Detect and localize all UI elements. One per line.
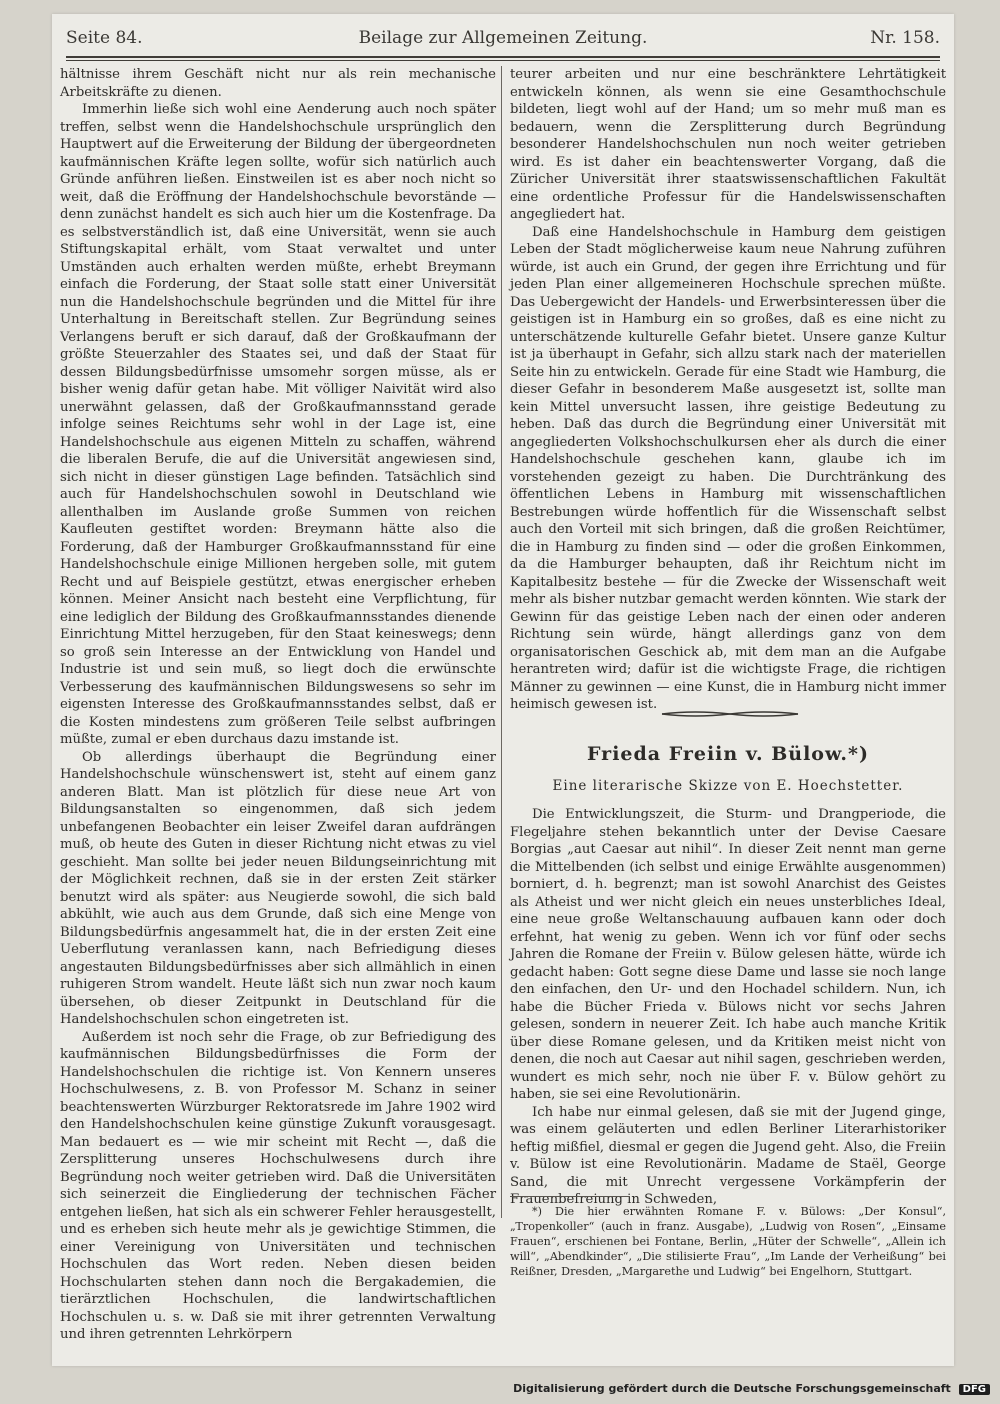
essay-conclusion <box>510 66 946 712</box>
paragraph: Außerdem ist noch sehr die Frage, ob zur Befriedigung des kaufmännischen Bildungsbedürfnisses die Form der Handelshochschulen die richtige ist. Von Kennern unseres Hochschulwesens, z. B. von Professor M. Schanz in seiner beachtenswerten Würzburger Rektoratsrede im Jahre 1902 wird den Handelshochschulen keine günstige Zukunft vorausgesagt. Man bedauert es — wie mir scheint mit Recht —, daß die Zersplitterung unseres Hochschulwesens durch ihre Begründung noch weiter getrieben wird. Daß die Universitäten sich seinerzeit die Eingliederung der technischen Fächer entgehen ließen, hat sich als ein schwerer Fehler herausgestellt, und es erheben sich heute mehr als je gewichtige Stimmen, die einer Vereinigung von Universitäten und technischen Hochschulen das Wort reden. Neben diesen beiden Hochschularten stehen dann noch die Bergakademien, die tierärztlichen Hochschulen, die landwirtschaftlichen Hochschulen u. s. w. Daß sie mit ihrer getrennten Verwaltung und ihren getrennten Lehrkörpern <box>60 1029 496 1342</box>
paragraph: Ich habe nur einmal gelesen, daß sie mit der Jugend ginge, was einem geläuterten und edlen Berliner Literarhistoriker heftig mißfiel, diesmal er gegen die Jugend geht. Also, die Freiin v. Bülow ist eine Revolutionärin. Madame de Staël, George Sand, die mit Unrecht vergessene Vorkämpferin der Frauenbefreiung in Schweden, <box>510 1104 946 1207</box>
footnote <box>510 1204 946 1279</box>
header-rule-thin <box>66 60 940 61</box>
publication-title: Beilage zur Allgemeinen Zeitung. <box>358 28 648 48</box>
page-header <box>66 26 940 54</box>
column-separator <box>501 66 502 1218</box>
page-number: Seite 84. <box>66 28 143 48</box>
article-body <box>510 806 946 1207</box>
paragraph: Daß eine Handelshochschule in Hamburg dem geistigen Leben der Stadt möglicherweise kaum neue Nahrung zuführen würde, ist auch ein Grund, der gegen ihre Errichtung und für jeden Plan einer allgemeineren Hochschule sprechen müßte. Das Uebergewicht der Handels- und Erwerbsinteressen über die geistigen ist in Hamburg ein so großes, daß es eine nicht zu unterschätzende kulturelle Gefahr bietet. Unsere ganze Kultur ist ja überhaupt in Gefahr, sich allzu stark nach der materiellen Seite hin zu entwickeln. Gerade für eine Stadt wie Hamburg, die dieser Gefahr in besonderem Maße ausgesetzt ist, sollte man kein Mittel unversucht lassen, ihre geistige Bedeutung zu heben. Daß das durch die Begründung einer Universität mit angegliederten Volkshochschulkursen eher als durch die einer Handelshochschule geschehen kann, glaube ich im vorstehenden gezeigt zu haben. Die Durchtränkung des öffentlichen Lebens in Hamburg mit wissenschaftlichen Bestrebungen würde hoffentlich für die Wissenschaft selbst auch den Vorteil mit sich bringen, daß die großen Reichtümer, die in Hamburg zu finden sind — oder die großen Einkommen, da die Hamburger behaupten, daß ihr Reichtum nicht im Kapitalbesitz bestehe — für die Zwecke der Wissenschaft weit mehr als bisher nutzbar gemacht werden könnten. Wie stark der Gewinn für das geistige Leben nach der einen oder anderen Richtung sein würde, hängt allerdings ganz von dem organisatorischen Geschick ab, mit dem man an die Aufgabe herantreten wird; dafür ist die wichtigste Frage, die richtigen Männer zu gewinnen — eine Kunst, die in Hamburg nicht immer heimisch gewesen ist. <box>510 224 946 712</box>
issue-number: Nr. 158. <box>870 28 940 48</box>
left-column <box>60 66 496 1342</box>
paragraph: hältnisse ihrem Geschäft nicht nur als rein mechanische Arbeitskräfte zu dienen. <box>60 67 496 100</box>
article-subtitle: Eine literarische Skizze von E. Hoechstetter. <box>552 778 904 794</box>
dfg-logo: DFG <box>959 1384 990 1395</box>
paragraph: Ob allerdings überhaupt die Begründung einer Handelshochschule wünschenswert ist, steht auf einem ganz anderen Blatt. Man ist plötzlich für diese neue Art von Bildungsanstalten so eingenommen, daß sich jedem unbefangenen Beobachter ein leiser Zweifel daran aufdrängen muß, ob heute des Guten in dieser Richtung nicht etwas zu viel geschieht. Man sollte bei jeder neuen Bildungseinrichtung mit der Möglichkeit rechnen, daß sie in der ersten Zeit stärker benutzt wird als später: aus Neugierde sowohl, die sich bald abkühlt, wie auch aus dem Grunde, daß sich eine Menge von Bildungsbedürfnis angesammelt hat, die in der ersten Zeit eine Ueberflutung veranlassen kann, nach Befriedigung dieses angestauten Bildungsbedürfnisses aber sich allmählich in einen ruhigeren Strom wandelt. Heute läßt sich nun zwar noch kaum übersehen, ob dieser Zeitpunkt in Deutschland für die Handelshochschulen schon eingetreten ist. <box>60 749 496 1027</box>
footnote-text: *) Die hier erwähnten Romane F. v. Bülows: „Der Konsul“, „Tropenkoller“ (auch in franz. Ausgabe), „Ludwig von Rosen“, „Einsame Frauen“, erschienen bei Fontane, Berlin, „Hüter der Schwelle“, „Allein ich will“, „Abendkinder“, „Die stilisierte Frau“, „Im Lande der Verheißung“ bei Reißner, Dresden, „Margarethe und Ludwig“ bei Engelhorn, Stuttgart. <box>510 1205 946 1278</box>
paragraph: Immerhin ließe sich wohl eine Aenderung auch noch später treffen, selbst wenn die Handelshochschule ursprünglich den Hauptwert auf die Erweiterung der Bildung der übergeordneten kaufmännischen Kräfte legen sollte, wofür sich natürlich auch Gründe anführen ließen. Einstweilen ist es aber noch nicht so weit, daß die Eröffnung der Handelshochschule bevorstände — denn zunächst handelt es sich auch hier um die Kostenfrage. Da es selbstverständlich ist, daß eine Universität, wenn sie auch Stiftungskapital erhält, vom Staat verwaltet und unter Umständen auch erhalten werden müßte, erhebt Breymann einfach die Forderung, der Staat solle statt einer Universität nun die Handelshochschule begründen und die Mittel für ihre Unterhaltung in Bereitschaft stellen. Zur Begründung seines Verlangens beruft er sich darauf, daß der Großkaufmann der größte Steuerzahler des Staates sei, und daß der Staat für dessen Bildungsbedürfnisse umsomehr sorgen müsse, als er bisher wenig dafür getan habe. Mit völliger Naivität wird also unerwähnt gelassen, daß der Großkaufmannsstand gerade infolge seines Reichtums sehr wohl in der Lage ist, eine Handelshochschule aus eigenen Mitteln zu schaffen, während die liberalen Berufe, die auf die Universität angewiesen sind, sich nicht in dieser günstigen Lage befinden. Tatsächlich sind auch für Handelshochschulen sowohl in Deutschland wie allenthalben im Auslande große Summen von reichen Kaufleuten gestiftet worden: Breymann hätte also die Forderung, daß der Hamburger Großkaufmannsstand für eine Handelshochschule einige Millionen hergeben solle, mit gutem Recht und auf Beispiele gestützt, etwas energischer erheben können. Meiner Ansicht nach besteht eine Verpflichtung, für eine lediglich der Bildung des Großkaufmannsstandes dienende Einrichtung Mittel herzugeben, für den Staat keineswegs; denn so groß sein Interesse an der Entwicklung von Handel und Industrie ist und sein muß, so liegt doch die erwünschte Verbesserung des kaufmännischen Bildungswesens so sehr im eigensten Interesse des Großkaufmannsstandes selbst, daß er die Kosten mindestens zum größeren Teile selbst aufbringen müßte, zumal er eben durchaus dazu imstande ist. <box>60 102 496 747</box>
ornamental-divider <box>660 710 800 718</box>
digitization-credit <box>513 1382 990 1395</box>
newspaper-page <box>52 14 954 1366</box>
paragraph: teurer arbeiten und nur eine beschränktere Lehrtätigkeit entwickeln können, als wenn sie eine Gesamthochschule bildeten, liegt wohl auf der Hand; um so mehr muß man es bedauern, wenn die Zersplitterung durch Begründung besonderer Handelshochschulen nun noch weiter getrieben wird. Es ist daher ein beachtenswerter Vorgang, daß die Züricher Universität ihrer staatswissenschaftlichen Fakultät eine ordentliche Professur für die Handelswissenschaften angegliedert hat. <box>510 67 946 222</box>
header-rule <box>66 56 940 58</box>
footnote-rule <box>510 1196 630 1197</box>
paragraph: Die Entwicklungszeit, die Sturm- und Drangperiode, die Flegeljahre stehen bekanntlich unter der Devise Caesare Borgias „aut Caesar aut nihil“. In dieser Zeit nennt man gerne die Mittelbenden (ich selbst und einige Erwählte ausgenommen) borniert, d. h. begrenzt; man ist sowohl Anarchist des Geistes als Atheist und wer nicht gleich ein neues unsterbliches Ideal, eine neue große Weltanschauung aufbauen kann oder doch erfehnt, hat wenig zu geben. Wenn ich vor fünf oder sechs Jahren die Romane der Freiin v. Bülow gelesen hätte, würde ich gedacht haben: Gott segne diese Dame und lasse sie noch lange den einfachen, den Ur- und den Hochadel schildern. Nun, ich habe die Bücher Frieda v. Bülows nicht vor sechs Jahren gelesen, sondern in neuerer Zeit. Ich habe auch manche Kritik über diese Romane gelesen, und da Kritiken meist nicht von denen, die noch aut Caesar aut nihil sagen, geschrieben werden, wundert es mich sehr, noch nie über F. v. Bülow gehört zu haben, sie sei eine Revolutionärin. <box>510 807 946 1102</box>
credit-text: Digitalisierung gefördert durch die Deutsche Forschungsgemeinschaft <box>513 1382 951 1395</box>
article-title: Frieda Freiin v. Bülow.*) <box>587 743 869 765</box>
